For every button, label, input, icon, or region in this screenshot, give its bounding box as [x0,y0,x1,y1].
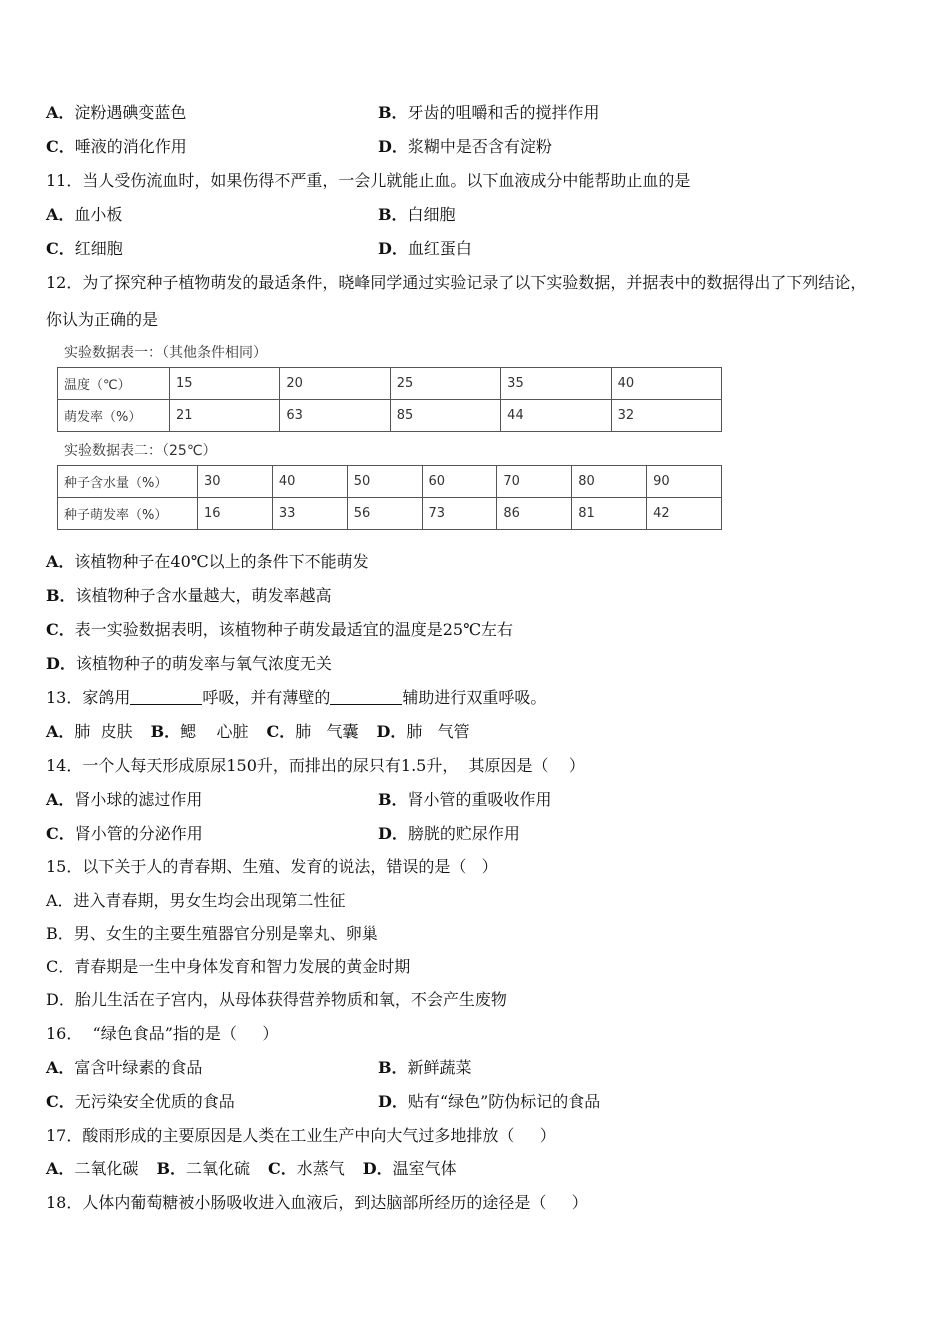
option-letter: C． [46,239,75,258]
q12-option-c [46,620,513,640]
table-cell: 85 [390,400,500,432]
data-table-2 [57,465,722,530]
q12-option-b [46,586,332,606]
option-letter: D． [378,239,408,258]
table-cell: 50 [347,466,422,498]
option-letter: A． [46,1058,75,1077]
option-text: 肾小管的分泌作用 [74,824,203,843]
option-letter: B． [378,103,408,122]
option-text: 表一实验数据表明，该植物种子萌发最适宜的温度是25℃左右 [74,620,514,639]
q14-stem: 14．一个人每天形成原尿150升，而排出的尿只有1.5升， 其原因是（ ） [46,756,585,775]
option-text: 肺 气管 [406,722,470,741]
option-text: 该植物种子在40℃以上的条件下不能萌发 [74,552,369,571]
q12-stem-line1: 12．为了探究种子植物萌发的最适条件，晓峰同学通过实验记录了以下实验数据，并据表中的数据得出了下列结论， [46,273,867,292]
table-cell: 30 [198,466,273,498]
table-cell: 33 [272,498,347,530]
option-letter: A． [46,790,75,809]
option-text: 二氧化碳 [74,1159,139,1178]
table-cell: 20 [280,368,390,400]
option-letter: C． [46,137,75,156]
q16-option-a [46,1058,202,1078]
option-letter: C． [46,1092,75,1111]
q16-option-d [378,1092,600,1112]
q16-option-b [378,1058,472,1078]
answer-blank [330,688,402,705]
table-cell: 25 [390,368,500,400]
q15-option-a: A．进入青春期，男女生均会出现第二性征 [46,891,346,910]
option-text: 肾小管的重吸收作用 [407,790,552,809]
table1-caption: 实验数据表一：（其他条件相同） [64,345,267,361]
table-cell: 35 [501,368,611,400]
row-label: 种子含水量（%） [58,466,198,498]
table-cell: 86 [497,498,572,530]
q17-stem: 17．酸雨形成的主要原因是人类在工业生产中向大气过多地排放（ ） [46,1126,556,1145]
option-text: 肺 气囊 [295,722,359,741]
option-text: 温室气体 [392,1159,457,1178]
option-text: 白细胞 [407,205,456,224]
option-letter: D． [378,824,408,843]
q14-option-d [378,824,520,844]
q14-option-c [46,824,203,844]
row-label: 温度（℃） [58,368,170,400]
table-cell: 73 [422,498,497,530]
option-letter: B． [378,205,408,224]
table-cell: 21 [170,400,280,432]
q16-stem: 16． “绿色食品”指的是（ ） [46,1024,279,1043]
table2-caption: 实验数据表二：（25℃） [64,443,217,459]
option-letter: C． [266,722,296,741]
table-cell: 16 [198,498,273,530]
table-cell: 56 [347,498,422,530]
q13-stem-part: 辅助进行双重呼吸。 [402,688,547,707]
option-text: 该植物种子的萌发率与氧气浓度无关 [75,654,332,673]
q11-option-b [378,205,456,225]
q14-option-a [46,790,202,810]
q13-stem-part: 13．家鸽用 [46,688,131,707]
table-cell: 44 [501,400,611,432]
option-letter: D． [362,1159,393,1178]
option-text: 水蒸气 [296,1159,345,1178]
option-text: 无污染安全优质的食品 [74,1092,235,1111]
option-text: 新鲜蔬菜 [407,1058,472,1077]
option-letter: D． [376,722,407,741]
table-cell: 40 [611,368,721,400]
option-text: 该植物种子含水量越大，萌发率越高 [75,586,332,605]
q11-option-c [46,239,123,259]
q10-option-a [46,103,186,123]
q12-option-a [46,552,369,572]
option-text: 贴有“绿色”防伪标记的食品 [407,1092,601,1111]
option-letter: B． [378,790,408,809]
table-row [58,368,722,400]
table-cell: 70 [497,466,572,498]
option-text: 肺 皮肤 [74,722,133,741]
table-cell: 32 [611,400,721,432]
table-row [58,498,722,530]
row-label: 萌发率（%） [58,400,170,432]
option-letter: D． [378,137,408,156]
q15-option-b: B．男、女生的主要生殖器官分别是睾丸、卵巢 [46,924,378,943]
table-cell: 40 [272,466,347,498]
option-text: 浆糊中是否含有淀粉 [407,137,552,156]
option-text: 淀粉遇碘变蓝色 [74,103,187,122]
table-cell: 80 [572,466,647,498]
table-cell: 63 [280,400,390,432]
table-cell: 60 [422,466,497,498]
option-letter: B． [156,1159,186,1178]
q13-stem [46,688,546,708]
q15-option-c: C．青春期是一生中身体发育和智力发展的黄金时期 [46,957,411,976]
q12-option-d [46,654,332,674]
q13-stem-part: 呼吸，并有薄壁的 [202,688,331,707]
table-cell: 90 [647,466,722,498]
option-text: 富含叶绿素的食品 [74,1058,203,1077]
option-text: 牙齿的咀嚼和舌的搅拌作用 [407,103,600,122]
option-letter: A． [46,1159,75,1178]
option-text: 二氧化硫 [185,1159,250,1178]
table-cell: 81 [572,498,647,530]
option-text: 鳃 心脏 [180,722,249,741]
option-text: 膀胱的贮尿作用 [407,824,520,843]
q13-options [46,722,470,742]
table-cell: 42 [647,498,722,530]
option-text: 肾小球的滤过作用 [74,790,203,809]
option-text: 唾液的消化作用 [74,137,187,156]
q17-options [46,1159,457,1179]
option-letter: A． [46,552,75,571]
option-letter: A． [46,722,75,741]
option-letter: B． [46,586,76,605]
q15-stem: 15．以下关于人的青春期、生殖、发育的说法，错误的是（ ） [46,857,498,876]
q12-stem-line2: 你认为正确的是 [46,310,159,329]
row-label: 种子萌发率（%） [58,498,198,530]
q14-option-b [378,790,552,810]
option-letter: C． [46,620,75,639]
option-letter: A． [46,103,75,122]
q10-option-b [378,103,600,123]
option-letter: C． [46,824,75,843]
data-table-1 [57,367,722,432]
option-letter: B． [378,1058,408,1077]
table-row [58,400,722,432]
option-text: 红细胞 [74,239,123,258]
q10-option-d [378,137,552,157]
option-text: 血小板 [74,205,123,224]
answer-blank [130,688,202,705]
q11-option-d [378,239,472,259]
table-row [58,466,722,498]
q11-stem: 11．当人受伤流血时，如果伤得不严重，一会儿就能止血。以下血液成分中能帮助止血的是 [46,171,691,190]
option-letter: D． [378,1092,408,1111]
option-text: 血红蛋白 [407,239,472,258]
option-letter: D． [46,654,76,673]
q15-option-d: D．胎儿生活在子宫内，从母体获得营养物质和氧，不会产生废物 [46,990,507,1009]
option-letter: B． [150,722,181,741]
option-letter: A． [46,205,75,224]
option-letter: C． [267,1159,297,1178]
q18-stem: 18．人体内葡萄糖被小肠吸收进入血液后，到达脑部所经历的途径是（ ） [46,1193,588,1212]
q16-option-c [46,1092,235,1112]
q10-option-c [46,137,187,157]
q11-option-a [46,205,122,225]
table-cell: 15 [170,368,280,400]
